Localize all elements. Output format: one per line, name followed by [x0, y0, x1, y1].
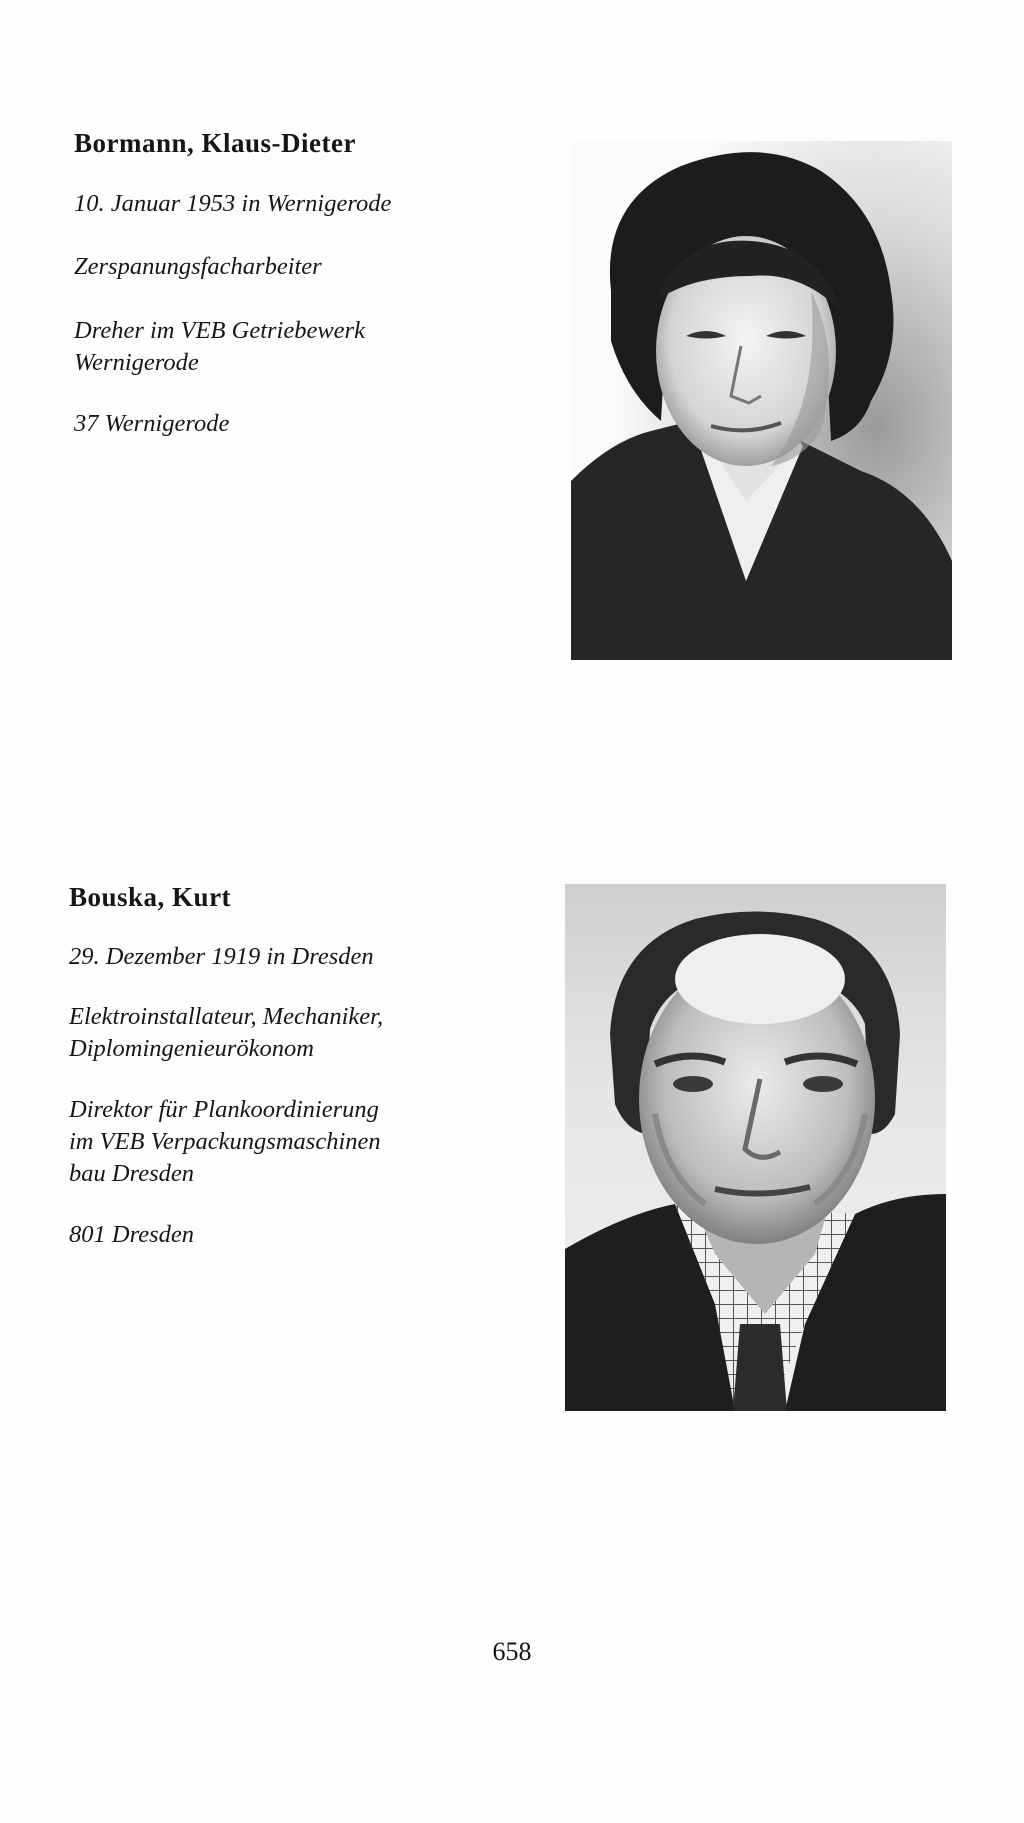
- training-info: [74, 251, 554, 283]
- training-info: [69, 1001, 549, 1065]
- job-line: Direktor für Plankoordinierung: [69, 1096, 379, 1123]
- job-line: Wernigerode: [74, 349, 199, 376]
- birth-info: 10. Januar 1953 in Wernigerode: [74, 190, 392, 217]
- address-info: 37 Wernigerode: [74, 410, 230, 437]
- person-name: Bouska, Kurt: [69, 882, 232, 912]
- job-info: [69, 1094, 549, 1190]
- page-number: 658: [492, 1637, 532, 1666]
- address-info: 801 Dresden: [69, 1221, 194, 1248]
- biography-entry-bormann: [74, 126, 554, 440]
- biography-entry-bouska: [69, 880, 549, 1251]
- job-line: bau Dresden: [69, 1160, 194, 1187]
- training-line: Elektroinstallateur, Mechaniker,: [69, 1003, 384, 1030]
- job-info: [74, 315, 554, 379]
- training-line: Diplomingenieurökonom: [69, 1035, 314, 1062]
- job-line: im VEB Verpackungsmaschinen: [69, 1128, 381, 1155]
- person-name: Bormann, Klaus-Dieter: [74, 128, 356, 158]
- birth-info: 29. Dezember 1919 in Dresden: [69, 943, 374, 970]
- job-line: Dreher im VEB Getriebewerk: [74, 317, 365, 344]
- portrait-photo-young-man: [571, 141, 952, 660]
- training-line: Zerspanungsfacharbeiter: [74, 253, 322, 280]
- portrait-photo-older-man: [565, 884, 946, 1411]
